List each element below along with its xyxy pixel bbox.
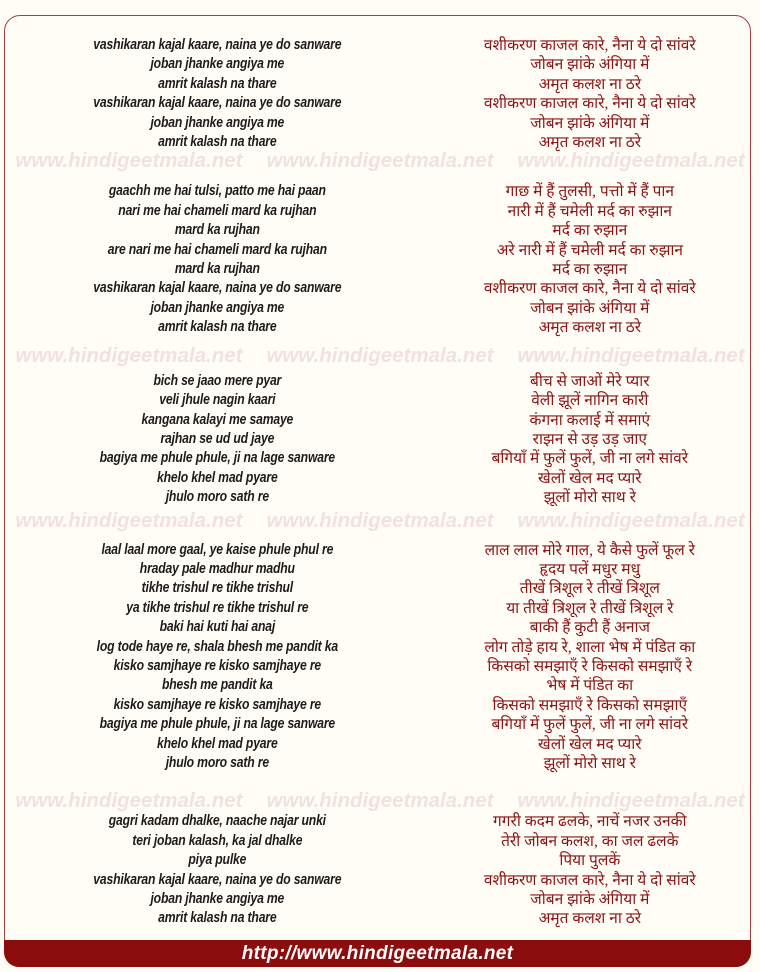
lyric-line-hi: वशीकरण काजल कारे, नैना ये दो सांवरे — [483, 37, 696, 54]
lyric-line-en: amrit kalash na thare — [158, 75, 277, 92]
lyric-line-en: mard ka rujhan — [174, 222, 260, 239]
lyric-line-en: amrit kalash na thare — [158, 134, 277, 151]
stanza-english — [5, 541, 430, 774]
lyric-line-hi: जोबन झांके अंगिया में — [530, 56, 650, 74]
lyric-line-hi: हृदय पलें मधुर मधु — [539, 560, 641, 578]
lyric-line-hi: गाछ में हैं तुलसी, पत्तो में हैं पान — [505, 183, 675, 201]
stanza-hindi — [430, 36, 750, 152]
lyric-line-en: baki hai kuti hai anaj — [159, 619, 276, 636]
lyric-line-en: amrit kalash na thare — [158, 910, 277, 927]
watermark-text: www.hindigeetmala.net — [517, 789, 745, 812]
lyric-line-hi: अरे नारी में हैं चमेली मर्द का रुझान — [496, 241, 684, 259]
watermark-text: www.hindigeetmala.net — [517, 149, 745, 172]
watermark-text: www.hindigeetmala.net — [15, 789, 243, 812]
watermark-text: www.hindigeetmala.net — [517, 509, 745, 532]
lyric-line-en: bich se jaao mere pyar — [153, 372, 282, 389]
lyric-line-hi: पिया पुलकें — [559, 852, 621, 870]
watermark-text: www.hindigeetmala.net — [266, 509, 494, 532]
watermark-text: www.hindigeetmala.net — [15, 149, 243, 172]
lyric-line-hi: नारी में हैं चमेली मर्द का रुझान — [507, 202, 672, 220]
lyric-line-en: log tode haye re, shala bhesh me pandit ka — [96, 638, 338, 655]
lyric-line-en: are nari me hai chameli mard ka rujhan — [107, 241, 327, 258]
lyric-line-hi: अमृत कलश ना ठरे — [538, 75, 642, 93]
lyric-line-en: khelo khel mad pyare — [157, 735, 278, 752]
lyric-line-hi: जोबन झांके अंगिया में — [530, 114, 650, 132]
lyric-line-hi: बाकी हैं कुटी हैं अनाज — [529, 619, 651, 637]
lyric-line-hi: भेष में पंडित का — [546, 677, 634, 695]
lyric-line-en: vashikaran kajal kaare, naina ye do sanware — [93, 37, 342, 53]
footer-url: http://www.hindigeetmala.net — [241, 942, 514, 964]
lyric-line-hi: तीखें त्रिशूल रे तीखें त्रिशूल — [519, 580, 660, 598]
lyric-line-hi: राझन से उड़ उड़ जाए — [532, 430, 647, 448]
stanza-english — [5, 36, 430, 152]
lyric-line-en: joban jhanke angiya me — [150, 891, 285, 908]
stanza-english — [5, 182, 430, 337]
lyric-line-hi: वशीकरण काजल कारे, नैना ये दो सांवरे — [483, 871, 696, 889]
lyric-line-hi: या तीखें त्रिशूल रे तीखें त्रिशूल रे — [506, 599, 674, 617]
lyric-line-en: kisko samjhaye re kisko samjhaye re — [113, 657, 322, 674]
lyric-line-en: khelo khel mad pyare — [157, 469, 278, 486]
lyric-line-hi: गगरी कदम ढलके, नाचें नजर उनकी — [493, 813, 687, 831]
lyric-line-en: veli jhule nagin kaari — [159, 392, 276, 409]
stanza-english — [5, 372, 430, 508]
watermark-text: www.hindigeetmala.net — [15, 509, 243, 532]
stanza-english — [5, 812, 430, 928]
lyric-line-hi: जोबन झांके अंगिया में — [530, 299, 650, 317]
stanza-hindi — [430, 541, 750, 774]
watermark-text: www.hindigeetmala.net — [266, 344, 494, 367]
lyric-line-en: ya tikhe trishul re tikhe trishul re — [126, 599, 309, 616]
stanza-hindi — [430, 182, 750, 337]
lyric-line-en: bagiya me phule phule, ji na lage sanware — [99, 716, 336, 733]
watermark-text: www.hindigeetmala.net — [517, 344, 745, 367]
watermark-text: www.hindigeetmala.net — [266, 789, 494, 812]
lyric-line-hi: वशीकरण काजल कारे, नैना ये दो सांवरे — [483, 95, 696, 113]
lyric-line-en: gaachh me hai tulsi, patto me hai paan — [108, 183, 326, 200]
lyric-line-hi: वशीकरण काजल कारे, नैना ये दो सांवरे — [483, 280, 696, 298]
lyric-line-en: bhesh me pandit ka — [161, 677, 273, 694]
lyric-line-hi: झूलों मोरो साथ रे — [543, 755, 636, 772]
lyric-line-en: jhulo moro sath re — [165, 755, 269, 771]
lyric-line-hi: अमृत कलश ना ठरे — [538, 910, 642, 928]
lyric-line-hi: बगियाँ में फुलें फुलें, जी ना लगे सांवरे — [491, 450, 689, 468]
lyric-line-en: joban jhanke angiya me — [150, 299, 285, 316]
lyric-line-en: bagiya me phule phule, ji na lage sanware — [99, 450, 336, 467]
lyric-line-en: mard ka rujhan — [174, 261, 260, 278]
lyric-line-hi: खेलों खेल मद प्यारे — [538, 469, 642, 487]
stanza-hindi — [430, 812, 750, 928]
lyric-line-hi: जोबन झांके अंगिया में — [530, 891, 650, 909]
lyric-line-en: vashikaran kajal kaare, naina ye do sanware — [93, 95, 342, 112]
lyric-line-hi: झूलों मोरो साथ रे — [543, 489, 636, 507]
lyric-line-hi: बीच से जाओं मेरे प्यार — [529, 372, 650, 390]
stanza-hindi — [430, 372, 750, 508]
lyric-line-hi: किसको समझाएँ रे किसको समझाएँ रे — [487, 657, 693, 675]
lyric-line-en: kangana kalayi me samaye — [141, 411, 294, 428]
lyric-line-en: piya pulke — [188, 852, 247, 869]
lyric-line-hi: लोग तोड़े हाय रे, शाला भेष में पंडित का — [484, 638, 696, 656]
lyric-line-hi: मर्द का रुझान — [552, 222, 628, 240]
lyric-line-en: amrit kalash na thare — [158, 319, 277, 336]
lyric-line-en: tikhe trishul re tikhe trishul — [141, 580, 293, 597]
lyric-line-hi: अमृत कलश ना ठरे — [538, 319, 642, 337]
lyric-line-en: kisko samjhaye re kisko samjhaye re — [113, 696, 322, 713]
lyric-line-en: joban jhanke angiya me — [150, 114, 285, 131]
lyrics-content — [5, 0, 750, 929]
watermark-text: www.hindigeetmala.net — [266, 149, 494, 172]
lyric-line-hi: तेरी जोबन कलश, का जल ढलके — [501, 832, 679, 850]
lyric-line-hi: खेलों खेल मद प्यारे — [538, 735, 642, 753]
lyric-line-hi: वेली झूलें नागिन कारी — [531, 392, 649, 410]
lyric-line-en: teri joban kalash, ka jal dhalke — [132, 832, 303, 849]
lyric-line-en: joban jhanke angiya me — [150, 56, 285, 73]
footer-bar — [4, 940, 751, 967]
lyric-line-en: vashikaran kajal kaare, naina ye do sanware — [93, 871, 342, 888]
lyric-line-en: nari me hai chameli mard ka rujhan — [118, 202, 317, 219]
stanza-row — [5, 372, 750, 508]
lyric-line-en: vashikaran kajal kaare, naina ye do sanware — [93, 280, 342, 297]
lyric-line-en: gagri kadam dhalke, naache najar unki — [108, 813, 326, 830]
stanza-row — [5, 812, 750, 928]
lyric-line-en: jhulo moro sath re — [165, 489, 269, 506]
watermark-text: www.hindigeetmala.net — [15, 344, 243, 367]
stanza-row — [5, 182, 750, 337]
stanza-row — [5, 541, 750, 774]
lyric-line-hi: बगियाँ में फुलें फुलें, जी ना लगे सांवरे — [491, 716, 689, 734]
lyric-line-hi: लाल लाल मोरे गाल, ये कैसे फुलें फूल रे — [484, 541, 696, 559]
stanza-row — [5, 36, 750, 152]
lyric-line-en: rajhan se ud ud jaye — [160, 430, 275, 447]
lyric-line-hi: अमृत कलश ना ठरे — [538, 134, 642, 152]
lyric-line-hi: किसको समझाएँ रे किसको समझाएँ — [492, 696, 688, 714]
lyric-line-en: hraday pale madhur madhu — [139, 560, 295, 577]
lyric-line-hi: मर्द का रुझान — [552, 261, 628, 279]
lyric-line-hi: कंगना कलाई में समाएं — [529, 411, 651, 429]
lyric-line-en: laal laal more gaal, ye kaise phule phul re — [101, 541, 334, 558]
